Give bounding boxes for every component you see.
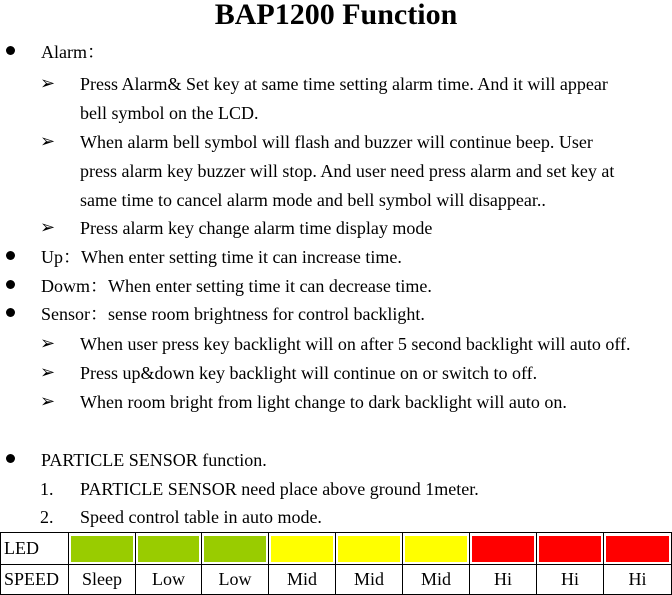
arrow-bullet-icon: ➢ — [40, 362, 56, 383]
page-title: BAP1200 Function — [214, 0, 458, 31]
arrow-bullet-icon: ➢ — [40, 391, 56, 412]
sensor-item-2: Press up&down key backlight will continue on or switch to off. — [80, 363, 538, 383]
sensor-heading: Sensor：sense room brightness for control backlight. — [41, 304, 425, 324]
led-swatch — [472, 536, 534, 562]
speed-control-table — [0, 532, 672, 595]
alarm-item-2-line-2: press alarm key buzzer will stop. And user need press alarm and set key at — [80, 161, 615, 181]
arrow-bullet-icon: ➢ — [40, 131, 56, 152]
speed-row — [1, 565, 672, 595]
speed-cell: Low — [136, 565, 202, 595]
speed-cell: Hi — [537, 565, 604, 595]
up-description: Up：When enter setting time it can increase time. — [41, 247, 402, 267]
particle-heading: PARTICLE SENSOR function. — [41, 450, 267, 470]
led-swatch — [606, 536, 669, 562]
alarm-item-2-line-3: same time to cancel alarm mode and bell symbol will disappear.. — [80, 190, 546, 210]
sensor-item-3: When room bright from light change to dark backlight will auto on. — [80, 392, 567, 412]
speed-cell: Sleep — [69, 565, 136, 595]
alarm-item-1-line-2: bell symbol on the LCD. — [80, 103, 259, 123]
alarm-item-3: Press alarm key change alarm time display mode — [80, 218, 433, 238]
bullet-dot — [6, 280, 15, 289]
down-description: Dowm：When enter setting time it can decrease time. — [41, 276, 432, 296]
alarm-item-2-line-1: When alarm bell symbol will flash and buzzer will continue beep. User — [80, 132, 593, 152]
bullet-dot — [6, 46, 15, 55]
speed-cell: Mid — [403, 565, 470, 595]
led-cell — [470, 533, 537, 565]
led-cell — [403, 533, 470, 565]
speed-header: SPEED — [1, 565, 69, 595]
bullet-dot — [6, 454, 15, 463]
arrow-bullet-icon: ➢ — [40, 217, 56, 238]
led-row — [1, 533, 672, 565]
step-number: 1. — [40, 479, 54, 499]
bullet-dot — [6, 308, 15, 317]
led-cell — [69, 533, 136, 565]
led-cell — [537, 533, 604, 565]
led-swatch — [338, 536, 400, 562]
arrow-bullet-icon: ➢ — [40, 333, 56, 354]
arrow-bullet-icon: ➢ — [40, 73, 56, 94]
speed-cell: Mid — [336, 565, 403, 595]
led-swatch — [138, 536, 199, 562]
led-cell — [336, 533, 403, 565]
led-swatch — [539, 536, 601, 562]
particle-step-1: PARTICLE SENSOR need place above ground 1meter. — [80, 479, 479, 499]
step-number: 2. — [40, 507, 54, 527]
alarm-heading: Alarm： — [41, 42, 105, 62]
speed-cell: Hi — [470, 565, 537, 595]
alarm-item-1-line-1: Press Alarm& Set key at same time setting alarm time. And it will appear — [80, 74, 608, 94]
led-cell — [269, 533, 336, 565]
led-cell — [604, 533, 672, 565]
led-cell — [202, 533, 269, 565]
particle-step-2: Speed control table in auto mode. — [80, 507, 322, 527]
led-cell — [136, 533, 202, 565]
sensor-item-1: When user press key backlight will on after 5 second backlight will auto off. — [80, 334, 631, 354]
led-swatch — [405, 536, 467, 562]
led-header: LED — [1, 533, 69, 565]
led-swatch — [204, 536, 266, 562]
speed-cell: Hi — [604, 565, 672, 595]
speed-cell: Low — [202, 565, 269, 595]
bullet-dot — [6, 251, 15, 260]
led-swatch — [71, 536, 133, 562]
led-swatch — [271, 536, 333, 562]
speed-cell: Mid — [269, 565, 336, 595]
